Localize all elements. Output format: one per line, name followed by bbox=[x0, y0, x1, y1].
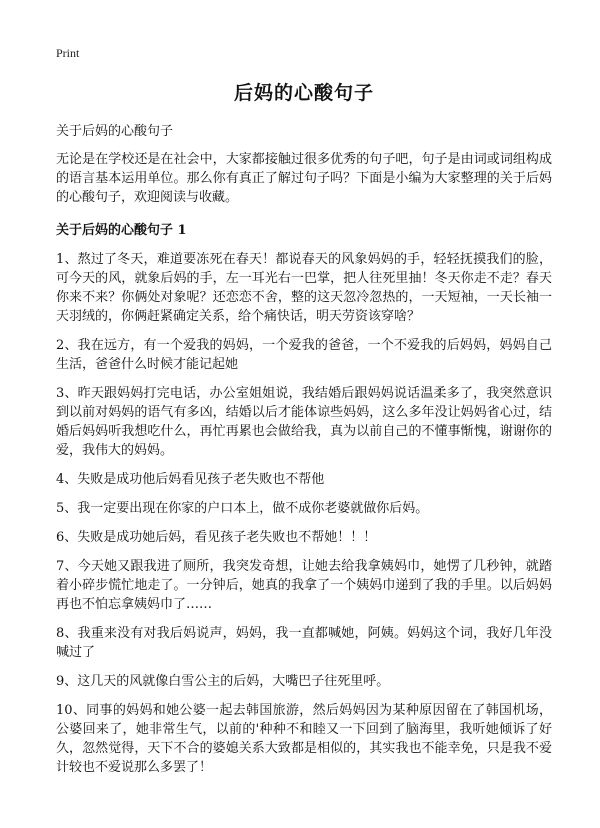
list-item-7: 7、今天她又跟我进了厕所，我突发奇想，让她去给我拿姨妈巾，她愣了几秒钟，就踏着小碎步慌忙地走了。一分钟后，她真的我拿了一个姨妈巾递到了我的手里。以后妈妈再也不怕忘拿姨妈巾了…… bbox=[56, 559, 552, 612]
list-item-6: 6、失败是成功她后妈，看见孩子老失败也不帮她！！！ bbox=[56, 530, 377, 545]
list-item-4: 4、失败是成功他后妈看见孩子老失败也不帮他 bbox=[56, 472, 325, 487]
list-item-1: 1、熬过了冬天，难道要冻死在春天！都说春天的风象妈妈的手，轻轻抚摸我们的脸，可今天的风，就象后妈的手，左一耳光右一巴掌，把人往死里抽！冬天你走不走？春天你来不来？你俩处对象呢？还恋恋不舍，整的这天忽冷忽热的，一天短袖，一天长袖一天羽绒的，你俩赶紧确定关系，给个痛快话，明天劳资该穿啥？ bbox=[56, 252, 552, 324]
list-item-10: 10、同事的妈妈和她公婆一起去韩国旅游，然后妈妈因为某种原因留在了韩国机场，公婆回来了，她非常生气，以前的'种种不和睦又一下回到了脑海里，我听她倾诉了好久，忽然觉得，天下不合的婆媳关系大致都是相似的，其实我也不能幸免，只是我不爱计较也不爱说那么多罢了！ bbox=[56, 703, 552, 775]
print-link[interactable]: Print bbox=[56, 46, 80, 60]
article-body bbox=[56, 150, 552, 787]
page-title: 后妈的心酸句子 bbox=[233, 82, 374, 104]
page-subtitle: 关于后妈的心酸句子 bbox=[56, 124, 174, 139]
list-item-5: 5、我一定要出现在你家的户口本上，做不成你老婆就做你后妈。 bbox=[56, 501, 429, 516]
list-item-3: 3、昨天跟妈妈打完电话，办公室姐姐说，我结婚后跟妈妈说话温柔多了，我突然意识到以前对妈妈的语气有多凶，结婚以后才能体谅些妈妈，这么多年没让妈妈省心过，结婚后妈妈听我想吃什么，再忙再累也会做给我，真为以前自己的不懂事惭愧，谢谢你的爱，我伟大的妈妈。 bbox=[56, 386, 552, 458]
intro-paragraph: 无论是在学校还是在社会中，大家都接触过很多优秀的句子吧，句子是由词或词组构成的语言基本运用单位。那么你有真正了解过句子吗？下面是小编为大家整理的关于后妈的心酸句子，欢迎阅读与收藏。 bbox=[56, 152, 552, 205]
list-item-2: 2、我在远方，有一个爱我的妈妈，一个爱我的爸爸，一个不爱我的后妈妈，妈妈自己生活，爸爸什么时候才能记起她 bbox=[56, 338, 552, 372]
section-heading: 关于后妈的心酸句子 1 bbox=[56, 223, 187, 238]
list-item-8: 8、我重来没有对我后妈说声，妈妈，我一直都喊她，阿姨。妈妈这个词，我好几年没喊过了 bbox=[56, 626, 552, 660]
list-item-9: 9、这几天的风就像白雪公主的后妈，大嘴巴子往死里呼。 bbox=[56, 674, 390, 689]
